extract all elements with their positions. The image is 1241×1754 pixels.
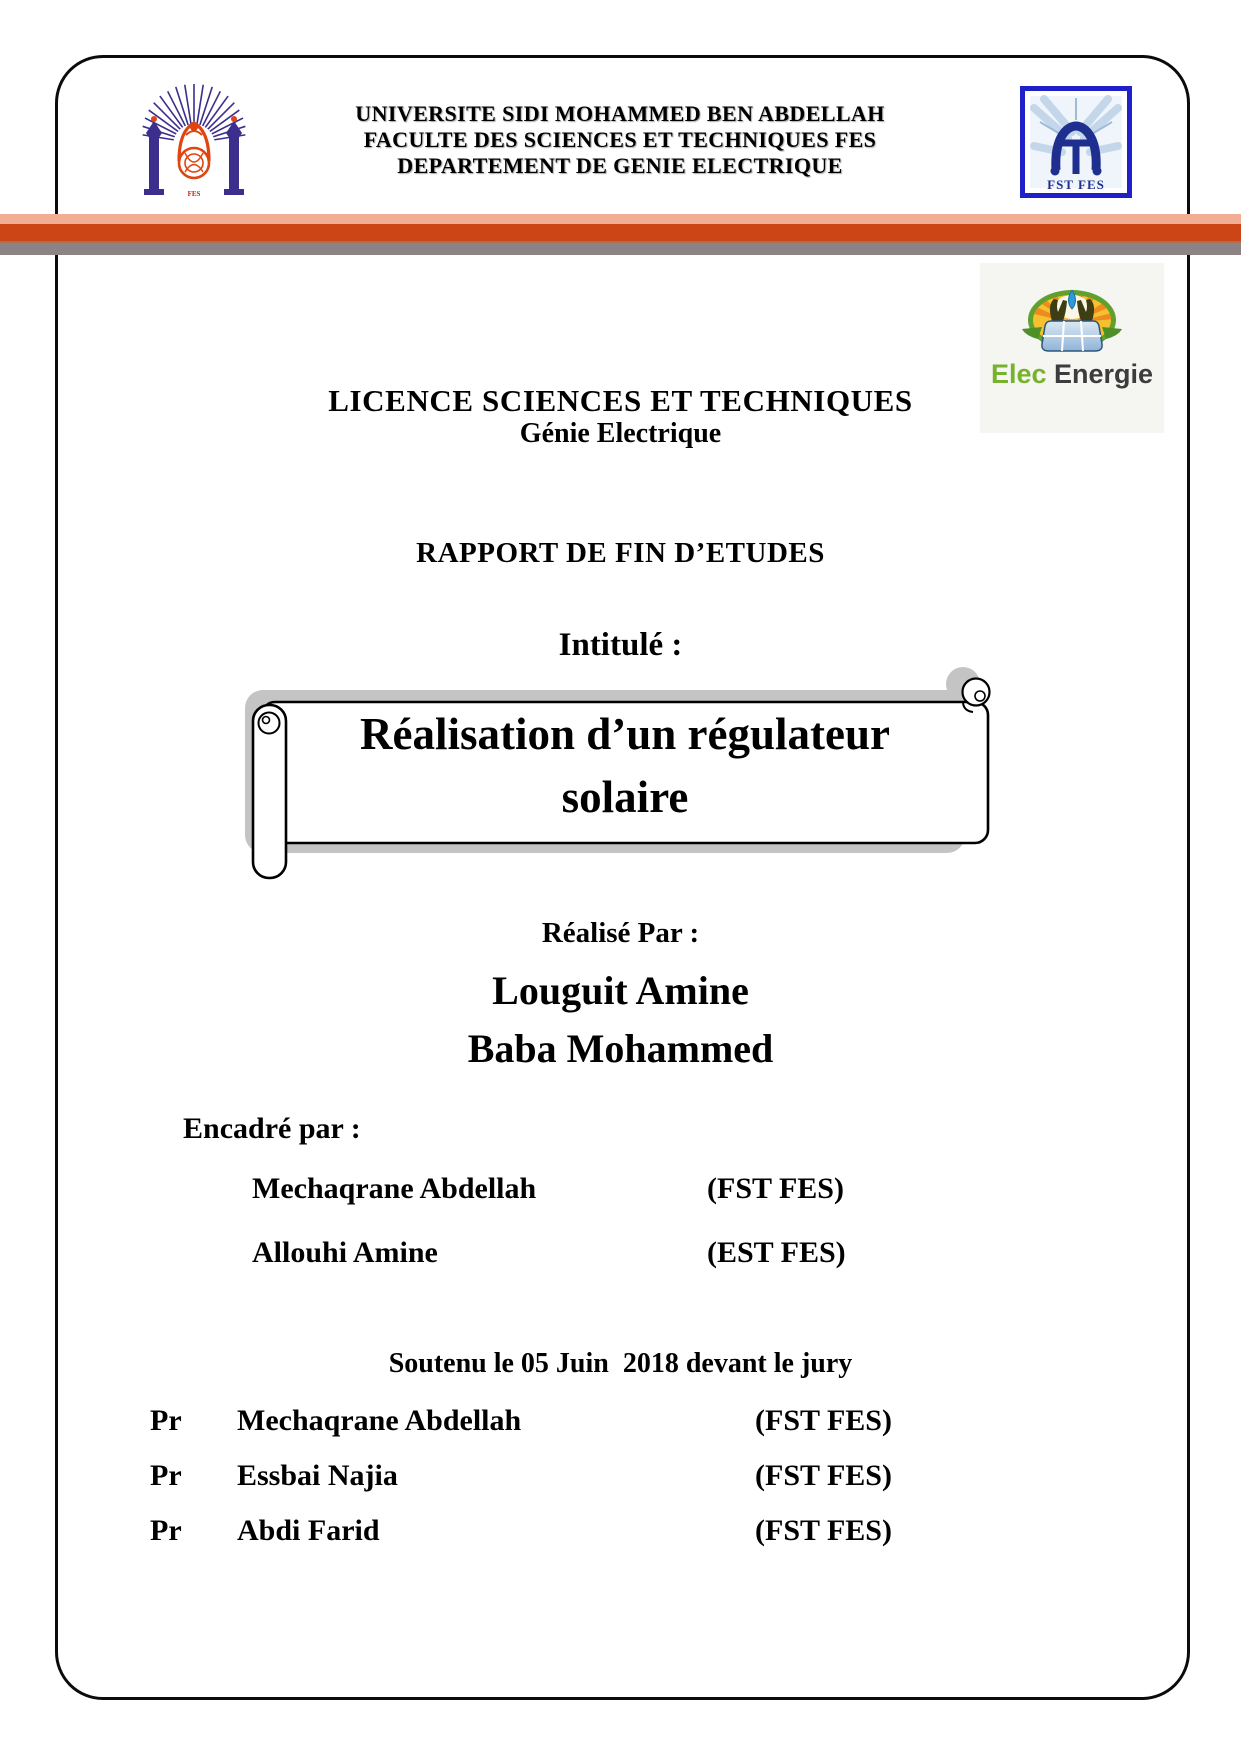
jury-member-affiliation: (FST FES) [755,1514,892,1547]
jury-member-name: Abdi Farid [237,1514,380,1547]
fst-fes-caption: FST FES [1047,177,1105,192]
author-name-2: Baba Mohammed [467,1026,774,1071]
fst-fes-logo-icon [1020,86,1132,198]
defense-date-line: Soutenu le 05 Juin 2018 devant le jury [388,1348,853,1379]
jury-title: Pr [150,1404,182,1437]
header-line-department: DEPARTEMENT DE GENIE ELECTRIQUE [397,153,843,178]
supervisor-affiliation: (FST FES) [707,1172,844,1205]
supervisor-name: Allouhi Amine [252,1236,438,1269]
jury-member-affiliation: (FST FES) [755,1404,892,1437]
report-title-line1: Réalisation d’un régulateur [359,709,890,759]
supervisor-affiliation: (EST FES) [707,1236,846,1269]
jury-member-affiliation: (FST FES) [755,1459,892,1492]
supervisors-label: Encadré par : [183,1112,361,1145]
report-title-line2: solaire [561,772,689,822]
jury-title: Pr [150,1514,182,1547]
author-name-1: Louguit Amine [492,968,749,1013]
header-line-faculty: FACULTE DES SCIENCES ET TECHNIQUES FES [363,127,877,152]
band-stripe-orange [0,224,1241,241]
jury-title: Pr [150,1459,182,1492]
degree-line: LICENCE SCIENCES ET TECHNIQUES [328,383,913,418]
specialty-line: Génie Electrique [519,418,722,449]
elec-word: Elec [990,359,1047,389]
report-title [280,703,970,829]
band-stripe-gray [0,243,1241,255]
authors-names [60,962,1181,1078]
header-line-university: UNIVERSITE SIDI MOHAMMED BEN ABDELLAH [355,101,885,126]
university-header [255,101,985,179]
university-caption: FES [187,190,201,198]
authors-label: Réalisé Par : [541,917,700,949]
jury-member-name: Essbai Najia [237,1459,398,1492]
band-stripe-salmon [0,214,1241,224]
report-type-line: RAPPORT DE FIN D’ETUDES [416,537,825,569]
energie-word: Energie [1054,359,1154,389]
title-label: Intitulé : [558,627,683,663]
supervisor-name: Mechaqrane Abdellah [252,1172,537,1205]
university-emblem-logo-icon [138,75,250,199]
jury-member-name: Mechaqrane Abdellah [237,1404,522,1437]
